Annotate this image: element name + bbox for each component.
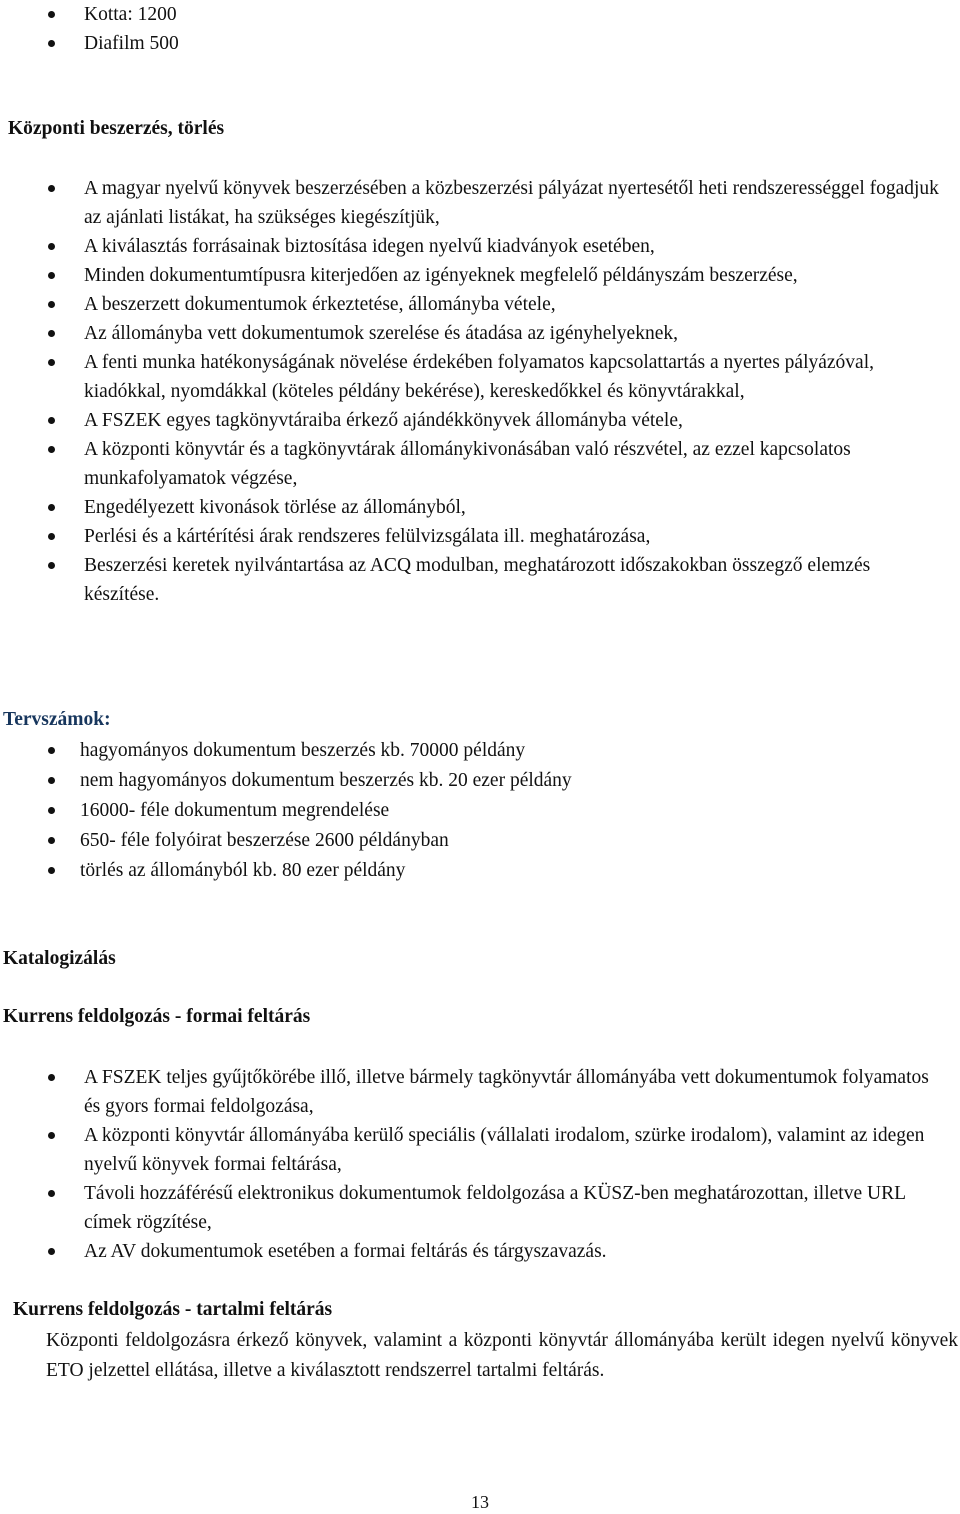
bullet-icon [48, 11, 55, 18]
list-item-text: Beszerzési keretek nyilvántartása az ACQ modulban, meghatározott időszakokban összegző elemzés készítése. [84, 555, 871, 605]
bullet-icon [48, 1190, 55, 1197]
list-item-text: A fenti munka hatékonyságának növelése érdekében folyamatos kapcsolattartás a nyertes pályázóval, kiadókkal, nyomdákkal (köteles példány bekérése), kereskedőkkel és könyvtárakkal, [84, 352, 874, 402]
tartalmi-paragraph: Központi feldolgozásra érkező könyvek, valamint a központi könyvtár állományába került idegen nyelvű könyvek ETO jelzettel ellátása, illetve a kiválasztott rendszerrel tartalmi feltárás. [46, 1330, 958, 1381]
bullet-icon [48, 301, 55, 308]
list-item-text: törlés az állományból kb. 80 ezer példány [80, 860, 406, 881]
bullet-icon [48, 185, 55, 192]
list-item [0, 174, 960, 232]
list-item-text: Az AV dokumentumok esetében a formai feltárás és tárgyszavazás. [84, 1241, 607, 1262]
list-item-text: Kotta: 1200 [84, 4, 177, 25]
list-item [0, 348, 960, 406]
list-item [0, 406, 960, 435]
section-heading-beszerzes: Központi beszerzés, törlés [8, 118, 225, 139]
bullet-icon [48, 562, 55, 569]
list-item [0, 766, 960, 796]
bullet-icon [48, 417, 55, 424]
bullet-icon [48, 243, 55, 250]
bullet-icon [48, 1248, 55, 1255]
bullet-icon [48, 504, 55, 511]
section-heading-tartalmi: Kurrens feldolgozás - tartalmi feltárás [13, 1299, 333, 1320]
tervszamok-list [0, 736, 960, 886]
list-item-text: Távoli hozzáférésű elektronikus dokumentumok feldolgozása a KÜSZ-ben meghatározottan, illetve URL címek rögzítése, [84, 1183, 906, 1233]
bullet-icon [48, 807, 55, 814]
list-item [0, 826, 960, 856]
bullet-icon [48, 533, 55, 540]
list-item [0, 1121, 960, 1179]
list-item-text: Minden dokumentumtípusra kiterjedően az igényeknek megfelelő példányszám beszerzése, [84, 265, 798, 286]
list-item-text: A magyar nyelvű könyvek beszerzésében a közbeszerzési pályázat nyertesétől heti rendszerességgel fogadjuk az ajánlati listákat, ha szükséges kiegészítjük, [84, 178, 939, 228]
list-item [0, 522, 960, 551]
list-item [0, 29, 960, 58]
list-item-text: A központi könyvtár állományába kerülő speciális (vállalati irodalom, szürke irodalom), valamint az idegen nyelvű könyvek formai feltárása, [84, 1125, 925, 1175]
list-item [0, 796, 960, 826]
bullet-icon [48, 359, 55, 366]
list-item-text: A központi könyvtár és a tagkönyvtárak állománykivonásában való részvétel, az ezzel kapcsolatos munkafolyamatok végzése, [84, 439, 851, 489]
list-item [0, 261, 960, 290]
section-heading-formai: Kurrens feldolgozás - formai feltárás [3, 1006, 311, 1027]
list-item [0, 1179, 960, 1237]
list-item-text: Diafilm 500 [84, 33, 179, 54]
list-item-text: Az állományba vett dokumentumok szerelése és átadása az igényhelyeknek, [84, 323, 678, 344]
bullet-icon [48, 446, 55, 453]
list-item-text: 16000- féle dokumentum megrendelése [80, 800, 390, 821]
list-item [0, 319, 960, 348]
top-list [0, 0, 960, 58]
list-item-text: A kiválasztás forrásainak biztosítása idegen nyelvű kiadványok esetében, [84, 236, 655, 257]
list-item [0, 232, 960, 261]
list-item [0, 493, 960, 522]
list-item [0, 290, 960, 319]
bullet-icon [48, 837, 55, 844]
list-item [0, 736, 960, 766]
list-item-text: hagyományos dokumentum beszerzés kb. 70000 példány [80, 740, 526, 761]
list-item [0, 435, 960, 493]
beszerzes-list [0, 174, 960, 609]
list-item-text: Perlési és a kártérítési árak rendszeres felülvizsgálata ill. meghatározása, [84, 526, 651, 547]
list-item [0, 856, 960, 886]
list-item [0, 0, 960, 29]
bullet-icon [48, 40, 55, 47]
bullet-icon [48, 1132, 55, 1139]
list-item-text: A beszerzett dokumentumok érkeztetése, állományba vétele, [84, 294, 556, 315]
bullet-icon [48, 272, 55, 279]
list-item [0, 1237, 960, 1266]
bullet-icon [48, 777, 55, 784]
list-item-text: A FSZEK teljes gyűjtőkörébe illő, illetve bármely tagkönyvtár állományába vett dokumentumok folyamatos és gyors formai feldolgozása, [84, 1067, 929, 1117]
bullet-icon [48, 1074, 55, 1081]
list-item [0, 1063, 960, 1121]
list-item-text: A FSZEK egyes tagkönyvtáraiba érkező ajándékkönyvek állományba vétele, [84, 410, 683, 431]
bullet-icon [48, 330, 55, 337]
page-number: 13 [471, 1492, 489, 1512]
list-item-text: Engedélyezett kivonások törlése az állományból, [84, 497, 466, 518]
section-heading-katalogizalas: Katalogizálás [3, 948, 116, 969]
list-item [0, 551, 960, 609]
section-heading-tervszamok: Tervszámok: [3, 709, 111, 730]
bullet-icon [48, 867, 55, 874]
formai-list [0, 1063, 960, 1266]
list-item-text: nem hagyományos dokumentum beszerzés kb. 20 ezer példány [80, 770, 572, 791]
list-item-text: 650- féle folyóirat beszerzése 2600 példányban [80, 830, 449, 851]
bullet-icon [48, 747, 55, 754]
